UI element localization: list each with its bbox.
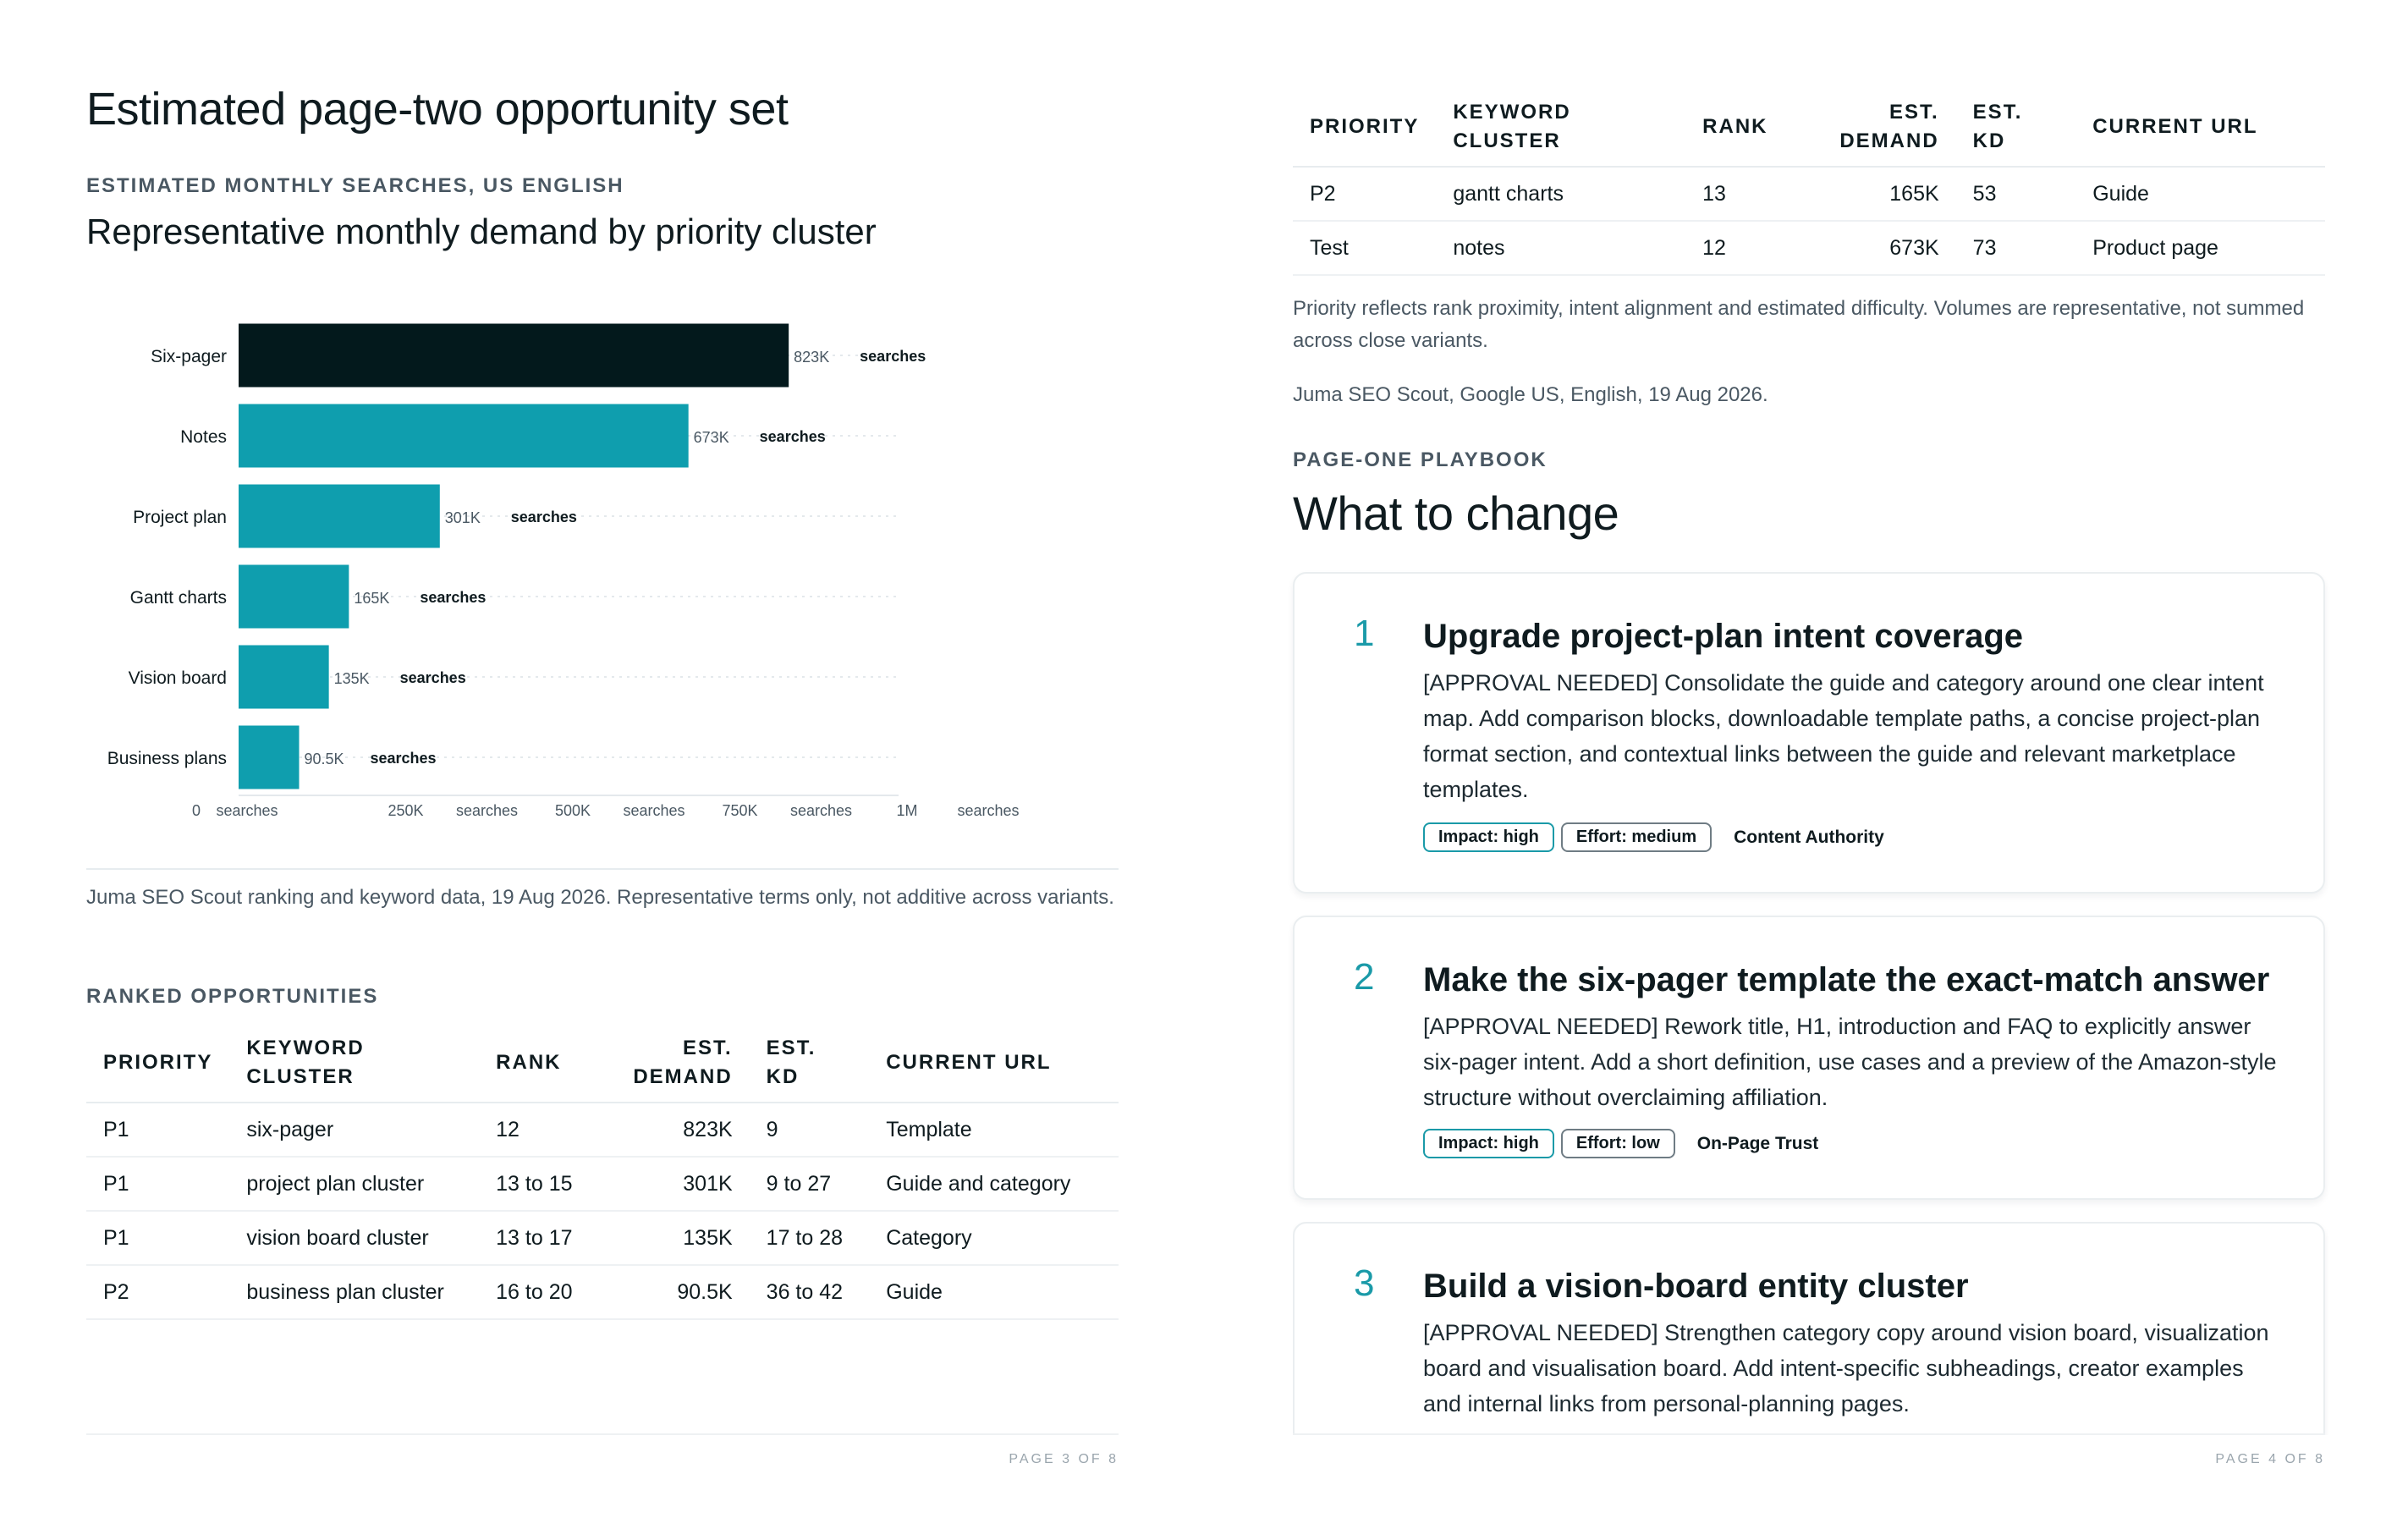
cell-rank: 13 (1685, 167, 1812, 221)
playbook-eyebrow: PAGE-ONE PLAYBOOK (1293, 448, 1548, 471)
cell-priority: Test (1293, 221, 1436, 275)
value-label: 673K (693, 429, 729, 446)
x-tick-unit: searches (623, 802, 685, 819)
cell-url: Template (869, 1103, 1119, 1157)
x-tick-unit: searches (789, 802, 853, 819)
col-est-kd: EST. KD (1956, 88, 2076, 167)
cell-url: Guide (869, 1265, 1119, 1319)
owner-label: Content Authority (1734, 827, 1884, 847)
page-bottom-rule (1293, 1433, 2325, 1435)
unit-label: searches (510, 509, 577, 525)
cell-demand: 823K (606, 1103, 750, 1157)
category-label: Vision board (128, 668, 227, 688)
value-label: 135K (333, 670, 370, 687)
table-header-row (86, 1024, 1119, 1103)
cell-priority: P1 (86, 1103, 229, 1157)
card-number: 3 (1354, 1262, 1375, 1304)
playbook-card (1293, 572, 2325, 894)
x-tick-unit: searches (455, 802, 519, 819)
col-est-kd: EST. KD (750, 1024, 870, 1103)
bar-vision-board (239, 646, 329, 709)
card-title: Make the six-pager template the exact-match answer (1423, 961, 2270, 998)
category-label: Project plan (133, 508, 227, 527)
col-priority: PRIORITY (1293, 88, 1436, 167)
page-footer: PAGE 3 OF 8 (1009, 1452, 1119, 1466)
x-tick-label: 0 (191, 802, 201, 819)
table-eyebrow: RANKED OPPORTUNITIES (86, 985, 379, 1008)
table-header-row (1293, 88, 2325, 167)
cell-rank: 12 (479, 1103, 606, 1157)
chart-divider (86, 868, 1119, 870)
category-label: Gantt charts (129, 588, 227, 608)
col-rank: RANK (1685, 88, 1812, 167)
page-bottom-rule (86, 1433, 1119, 1435)
col-rank: RANK (479, 1024, 606, 1103)
bar-notes (239, 404, 689, 468)
cell-priority: P1 (86, 1211, 229, 1265)
cell-keyword: business plan cluster (229, 1265, 479, 1319)
impact-badge: Impact: high (1423, 822, 1554, 852)
cell-demand: 673K (1812, 221, 1956, 275)
col-keyword-cluster: KEYWORD CLUSTER (229, 1024, 479, 1103)
playbook-card (1293, 1222, 2325, 1435)
cell-keyword: project plan cluster (229, 1157, 479, 1211)
category-label: Notes (180, 427, 227, 447)
ranked-opportunities-table-continued (1293, 88, 2325, 276)
table-row (86, 1157, 1119, 1211)
x-tick-label: 500K (554, 802, 591, 819)
cell-url: Category (869, 1211, 1119, 1265)
chart-heading: Representative monthly demand by priority cluster (86, 212, 877, 251)
page-title: Estimated page-two opportunity set (86, 84, 789, 135)
x-tick-unit: searches (957, 802, 1020, 819)
x-tick-unit: searches (216, 802, 278, 819)
cell-priority: P2 (1293, 167, 1436, 221)
col-priority: PRIORITY (86, 1024, 229, 1103)
col-est-demand: EST. DEMAND (606, 1024, 750, 1103)
unit-label: searches (759, 428, 826, 445)
card-body: [APPROVAL NEEDED] Rework title, H1, introduction and FAQ to explicitly answer six-pager intent. Add a short definition, use cases and a preview of the Amazon-style structure without overclaiming affiliation. (1423, 1014, 2277, 1110)
report-page-4 (1293, 0, 2325, 1540)
ranked-opportunities-table (86, 1024, 1119, 1320)
table-note: Priority reflects rank proximity, intent alignment and estimated difficulty. Volumes are representative, not summed across close variants. (1293, 297, 2305, 352)
cell-demand: 135K (606, 1211, 750, 1265)
unit-label: searches (860, 348, 926, 365)
cell-kd: 9 to 27 (750, 1157, 870, 1211)
table-source-note: Juma SEO Scout, Google US, English, 19 Aug 2026. (1293, 383, 1768, 406)
x-tick-label: 750K (722, 802, 758, 819)
category-label: Six-pager (151, 347, 227, 366)
unit-label: searches (370, 750, 437, 767)
cell-demand: 301K (606, 1157, 750, 1211)
unit-label: searches (399, 669, 466, 686)
cell-keyword: vision board cluster (229, 1211, 479, 1265)
category-label: Business plans (107, 749, 227, 768)
col-est-demand: EST. DEMAND (1812, 88, 1956, 167)
card-tags (1423, 1129, 1818, 1158)
card-title: Build a vision-board entity cluster (1423, 1268, 1969, 1305)
col-current-url: CURRENT URL (2075, 88, 2325, 167)
card-body: [APPROVAL NEEDED] Strengthen category copy around vision board, visualization board and visualisation board. Add intent-specific subheadings, creator examples and internal links from personal-planning pages. (1423, 1320, 2269, 1416)
unit-label: searches (420, 589, 487, 606)
value-label: 301K (444, 509, 481, 526)
cell-rank: 16 to 20 (479, 1265, 606, 1319)
demand-bar-chart (86, 279, 1020, 838)
bar-business-plans (239, 726, 299, 789)
cell-keyword: gantt charts (1436, 167, 1685, 221)
cell-kd: 17 to 28 (750, 1211, 870, 1265)
cell-priority: P1 (86, 1157, 229, 1211)
cell-rank: 12 (1685, 221, 1812, 275)
value-label: 165K (354, 590, 390, 607)
cell-keyword: six-pager (229, 1103, 479, 1157)
table-row (1293, 221, 2325, 275)
card-body: [APPROVAL NEEDED] Consolidate the guide and category around one clear intent map. Add comparison blocks, downloadable template paths, a concise project-plan format section, and contextual links between the guide and relevant marketplace templates. (1423, 670, 2264, 802)
chart-source-note: Juma SEO Scout ranking and keyword data, 19 Aug 2026. Representative terms only, not additive across variants. (86, 886, 1114, 909)
card-number: 2 (1354, 956, 1375, 998)
playbook-card (1293, 916, 2325, 1200)
page-footer: PAGE 4 OF 8 (2215, 1452, 2325, 1466)
cell-rank: 13 to 17 (479, 1211, 606, 1265)
cell-kd: 9 (750, 1103, 870, 1157)
cell-rank: 13 to 15 (479, 1157, 606, 1211)
cell-url: Guide and category (869, 1157, 1119, 1211)
cell-kd: 36 to 42 (750, 1265, 870, 1319)
x-tick-label: 1M (896, 802, 918, 819)
chart-eyebrow: ESTIMATED MONTHLY SEARCHES, US ENGLISH (86, 174, 624, 197)
owner-label: On-Page Trust (1696, 1133, 1819, 1153)
cell-priority: P2 (86, 1265, 229, 1319)
effort-badge: Effort: low (1561, 1129, 1675, 1158)
card-number: 1 (1354, 613, 1375, 654)
table-row (86, 1265, 1119, 1319)
table-row (86, 1103, 1119, 1157)
cell-url: Guide (2075, 167, 2325, 221)
bar-six-pager (239, 324, 789, 388)
card-clip (1293, 1222, 2328, 1435)
bar-gantt-charts (239, 565, 349, 629)
value-label: 90.5K (304, 751, 344, 767)
effort-badge: Effort: medium (1561, 822, 1712, 852)
cell-url: Product page (2075, 221, 2325, 275)
cell-keyword: notes (1436, 221, 1685, 275)
impact-badge: Impact: high (1423, 1129, 1554, 1158)
x-tick-label: 250K (388, 802, 424, 819)
cell-demand: 90.5K (606, 1265, 750, 1319)
table-row (1293, 167, 2325, 221)
bar-project-plan (239, 485, 440, 548)
cell-kd: 53 (1956, 167, 2076, 221)
cell-demand: 165K (1812, 167, 1956, 221)
col-current-url: CURRENT URL (869, 1024, 1119, 1103)
cell-kd: 73 (1956, 221, 2076, 275)
card-tags (1423, 822, 1884, 852)
value-label: 823K (794, 349, 830, 366)
table-row (86, 1211, 1119, 1265)
playbook-heading: What to change (1293, 487, 1619, 540)
col-keyword-cluster: KEYWORD CLUSTER (1436, 88, 1685, 167)
card-title: Upgrade project-plan intent coverage (1423, 618, 2024, 655)
report-page-3 (86, 0, 1119, 1540)
